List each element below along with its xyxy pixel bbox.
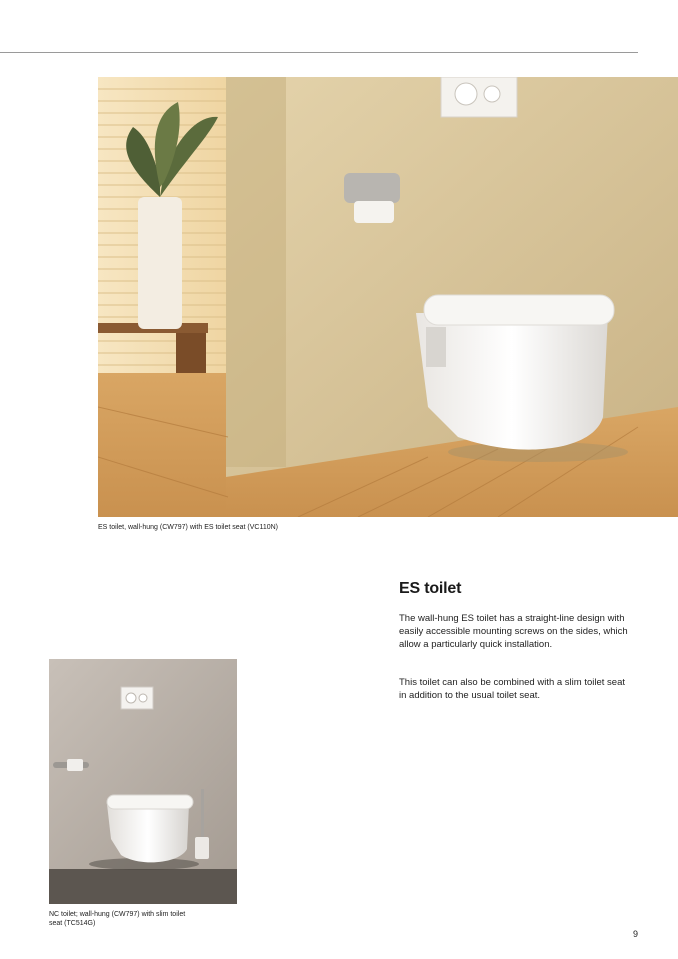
top-rule: [0, 52, 638, 53]
article-paragraph-1: The wall-hung ES toilet has a straight-line design with easily accessible mounting screws on the sides, which allow a particularly quick installation.: [399, 613, 628, 650]
article-paragraph-2: This toilet can also be combined with a slim toilet seat in addition to the usual toilet seat.: [399, 677, 625, 701]
hero-caption: ES toilet, wall-hung (CW797) with ES toilet seat (VC110N): [98, 524, 278, 531]
page-number: 9: [633, 929, 639, 939]
article-title: ES toilet: [399, 580, 462, 597]
secondary-caption: NC toilet; wall-hung (CW797) with slim toilet seat (TC514G): [49, 911, 186, 927]
hero-photo: [98, 77, 678, 517]
secondary-photo: [49, 659, 237, 904]
